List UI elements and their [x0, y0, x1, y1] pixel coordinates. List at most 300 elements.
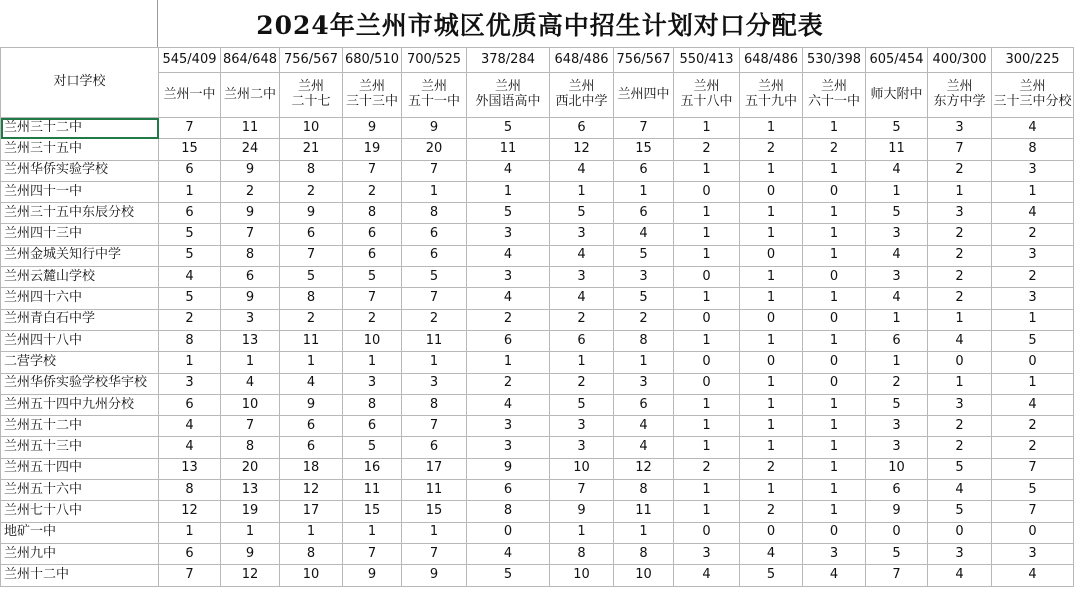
school-name-cell[interactable]: 二营学校	[1, 352, 159, 373]
quota-cell[interactable]: 5	[866, 203, 928, 224]
school-header-cell[interactable]	[467, 73, 550, 118]
quota-cell[interactable]: 10	[614, 565, 674, 586]
quota-cell[interactable]: 11	[402, 480, 467, 501]
quota-cell[interactable]: 4	[221, 373, 280, 394]
quota-cell[interactable]: 3	[992, 288, 1074, 309]
quota-cell[interactable]: 1	[803, 480, 866, 501]
quota-cell[interactable]: 1	[343, 522, 402, 543]
quota-cell[interactable]: 8	[280, 543, 343, 564]
quota-cell[interactable]: 4	[467, 394, 550, 415]
quota-cell[interactable]: 1	[159, 352, 221, 373]
quota-cell[interactable]: 1	[803, 118, 866, 139]
quota-cell[interactable]: 7	[159, 565, 221, 586]
quota-cell[interactable]: 8	[280, 288, 343, 309]
quota-cell[interactable]: 10	[550, 458, 614, 479]
school-name-cell[interactable]: 兰州七十八中	[1, 501, 159, 522]
school-name-cell[interactable]: 兰州三十二中	[1, 118, 159, 139]
quota-cell[interactable]: 1	[159, 522, 221, 543]
quota-cell[interactable]: 4	[614, 224, 674, 245]
quota-cell[interactable]: 1	[402, 181, 467, 202]
quota-cell[interactable]: 4	[467, 543, 550, 564]
quota-cell[interactable]: 1	[740, 373, 803, 394]
quota-cell[interactable]: 0	[740, 181, 803, 202]
quota-cell[interactable]: 2	[866, 373, 928, 394]
quota-cell[interactable]: 1	[803, 501, 866, 522]
score-header-cell[interactable]: 648/486	[740, 48, 803, 73]
quota-cell[interactable]: 2	[467, 309, 550, 330]
quota-cell[interactable]: 5	[343, 437, 402, 458]
quota-cell[interactable]: 0	[674, 373, 740, 394]
school-name-cell[interactable]: 兰州三十五中	[1, 139, 159, 160]
quota-cell[interactable]: 4	[467, 160, 550, 181]
quota-cell[interactable]: 6	[866, 480, 928, 501]
quota-cell[interactable]: 7	[221, 224, 280, 245]
quota-cell[interactable]: 1	[674, 118, 740, 139]
quota-cell[interactable]: 2	[343, 309, 402, 330]
quota-cell[interactable]: 1	[674, 416, 740, 437]
school-name-cell[interactable]: 兰州十二中	[1, 565, 159, 586]
quota-cell[interactable]: 1	[402, 352, 467, 373]
quota-cell[interactable]: 2	[221, 181, 280, 202]
quota-cell[interactable]: 2	[928, 416, 992, 437]
quota-cell[interactable]: 8	[402, 203, 467, 224]
quota-cell[interactable]: 16	[343, 458, 402, 479]
quota-cell[interactable]: 1	[992, 309, 1074, 330]
school-name-cell[interactable]: 地矿一中	[1, 522, 159, 543]
score-header-cell[interactable]: 300/225	[992, 48, 1074, 73]
quota-cell[interactable]: 1	[866, 181, 928, 202]
school-header-cell[interactable]	[928, 73, 992, 118]
quota-cell[interactable]: 1	[614, 352, 674, 373]
quota-cell[interactable]: 18	[280, 458, 343, 479]
quota-cell[interactable]: 4	[674, 565, 740, 586]
score-header-cell[interactable]: 550/413	[674, 48, 740, 73]
quota-cell[interactable]: 11	[343, 480, 402, 501]
quota-cell[interactable]: 9	[221, 160, 280, 181]
quota-cell[interactable]: 2	[740, 139, 803, 160]
school-header-cell[interactable]	[159, 73, 221, 118]
quota-cell[interactable]: 1	[803, 330, 866, 351]
quota-cell[interactable]: 9	[866, 501, 928, 522]
quota-cell[interactable]: 8	[343, 394, 402, 415]
quota-cell[interactable]: 1	[402, 522, 467, 543]
quota-cell[interactable]: 5	[740, 565, 803, 586]
quota-cell[interactable]: 0	[674, 181, 740, 202]
quota-cell[interactable]: 5	[614, 288, 674, 309]
quota-cell[interactable]: 5	[550, 394, 614, 415]
quota-cell[interactable]: 5	[550, 203, 614, 224]
quota-cell[interactable]: 1	[674, 394, 740, 415]
quota-cell[interactable]: 7	[343, 160, 402, 181]
quota-cell[interactable]: 15	[402, 501, 467, 522]
school-header-cell[interactable]	[992, 73, 1074, 118]
quota-cell[interactable]: 1	[803, 437, 866, 458]
quota-cell[interactable]: 2	[343, 181, 402, 202]
quota-cell[interactable]: 24	[221, 139, 280, 160]
quota-cell[interactable]: 2	[928, 437, 992, 458]
quota-cell[interactable]: 6	[402, 245, 467, 266]
quota-cell[interactable]: 8	[614, 330, 674, 351]
quota-cell[interactable]: 0	[740, 309, 803, 330]
quota-cell[interactable]: 13	[221, 480, 280, 501]
quota-cell[interactable]: 4	[614, 437, 674, 458]
quota-cell[interactable]: 1	[674, 160, 740, 181]
quota-cell[interactable]: 7	[343, 543, 402, 564]
quota-cell[interactable]: 4	[467, 288, 550, 309]
quota-cell[interactable]: 5	[866, 394, 928, 415]
quota-cell[interactable]: 6	[343, 224, 402, 245]
quota-cell[interactable]: 15	[159, 139, 221, 160]
quota-cell[interactable]: 5	[467, 565, 550, 586]
quota-cell[interactable]: 4	[740, 543, 803, 564]
quota-cell[interactable]: 7	[992, 501, 1074, 522]
quota-cell[interactable]: 4	[866, 160, 928, 181]
quota-cell[interactable]: 1	[928, 181, 992, 202]
quota-cell[interactable]: 1	[614, 522, 674, 543]
quota-cell[interactable]: 3	[992, 160, 1074, 181]
quota-cell[interactable]: 3	[674, 543, 740, 564]
quota-cell[interactable]: 1	[343, 352, 402, 373]
quota-cell[interactable]: 3	[550, 416, 614, 437]
quota-cell[interactable]: 0	[674, 522, 740, 543]
quota-cell[interactable]: 0	[674, 309, 740, 330]
quota-cell[interactable]: 5	[402, 267, 467, 288]
quota-cell[interactable]: 4	[159, 437, 221, 458]
school-header-cell[interactable]	[550, 73, 614, 118]
quota-cell[interactable]: 4	[992, 565, 1074, 586]
quota-cell[interactable]: 1	[674, 245, 740, 266]
quota-cell[interactable]: 8	[992, 139, 1074, 160]
quota-cell[interactable]: 4	[928, 330, 992, 351]
quota-cell[interactable]: 1	[674, 288, 740, 309]
quota-cell[interactable]: 1	[803, 224, 866, 245]
quota-cell[interactable]: 1	[674, 501, 740, 522]
quota-cell[interactable]: 10	[343, 330, 402, 351]
quota-cell[interactable]: 1	[674, 330, 740, 351]
score-header-cell[interactable]: 756/567	[614, 48, 674, 73]
school-name-cell[interactable]: 兰州云麓山学校	[1, 267, 159, 288]
quota-cell[interactable]: 20	[402, 139, 467, 160]
quota-cell[interactable]: 1	[803, 288, 866, 309]
quota-cell[interactable]: 10	[550, 565, 614, 586]
quota-cell[interactable]: 4	[866, 288, 928, 309]
quota-cell[interactable]: 7	[402, 416, 467, 437]
school-header-cell[interactable]	[614, 73, 674, 118]
school-header-cell[interactable]	[402, 73, 467, 118]
quota-cell[interactable]: 10	[221, 394, 280, 415]
quota-cell[interactable]: 1	[740, 394, 803, 415]
quota-cell[interactable]: 3	[467, 267, 550, 288]
quota-cell[interactable]: 11	[280, 330, 343, 351]
quota-cell[interactable]: 1	[740, 480, 803, 501]
quota-cell[interactable]: 11	[467, 139, 550, 160]
quota-cell[interactable]: 0	[928, 522, 992, 543]
quota-cell[interactable]: 3	[992, 543, 1074, 564]
score-header-cell[interactable]: 864/648	[221, 48, 280, 73]
quota-cell[interactable]: 2	[992, 267, 1074, 288]
quota-cell[interactable]: 5	[992, 330, 1074, 351]
quota-cell[interactable]: 2	[550, 309, 614, 330]
quota-cell[interactable]: 1	[928, 373, 992, 394]
quota-cell[interactable]: 1	[740, 288, 803, 309]
quota-cell[interactable]: 2	[803, 139, 866, 160]
quota-cell[interactable]: 5	[866, 543, 928, 564]
quota-cell[interactable]: 1	[280, 522, 343, 543]
score-header-cell[interactable]: 378/284	[467, 48, 550, 73]
quota-cell[interactable]: 12	[550, 139, 614, 160]
quota-cell[interactable]: 3	[928, 394, 992, 415]
quota-cell[interactable]: 9	[221, 288, 280, 309]
quota-cell[interactable]: 9	[467, 458, 550, 479]
quota-cell[interactable]: 6	[221, 267, 280, 288]
quota-cell[interactable]: 1	[467, 181, 550, 202]
quota-cell[interactable]: 1	[803, 160, 866, 181]
quota-cell[interactable]: 4	[280, 373, 343, 394]
quota-cell[interactable]: 10	[866, 458, 928, 479]
quota-cell[interactable]: 3	[614, 373, 674, 394]
quota-cell[interactable]: 3	[550, 267, 614, 288]
quota-cell[interactable]: 21	[280, 139, 343, 160]
quota-cell[interactable]: 3	[803, 543, 866, 564]
quota-cell[interactable]: 1	[992, 373, 1074, 394]
quota-cell[interactable]: 8	[221, 245, 280, 266]
quota-cell[interactable]: 2	[928, 160, 992, 181]
quota-cell[interactable]: 8	[467, 501, 550, 522]
quota-cell[interactable]: 6	[280, 224, 343, 245]
quota-cell[interactable]: 19	[221, 501, 280, 522]
quota-cell[interactable]: 4	[614, 416, 674, 437]
quota-cell[interactable]: 9	[343, 565, 402, 586]
quota-cell[interactable]: 5	[992, 480, 1074, 501]
quota-cell[interactable]: 6	[343, 416, 402, 437]
quota-cell[interactable]: 0	[740, 352, 803, 373]
school-name-cell[interactable]: 兰州四十六中	[1, 288, 159, 309]
quota-cell[interactable]: 12	[280, 480, 343, 501]
quota-cell[interactable]: 4	[928, 480, 992, 501]
quota-cell[interactable]: 8	[221, 437, 280, 458]
school-header-cell[interactable]	[866, 73, 928, 118]
quota-cell[interactable]: 2	[928, 224, 992, 245]
school-name-cell[interactable]: 兰州四十一中	[1, 181, 159, 202]
school-header-cell[interactable]	[740, 73, 803, 118]
quota-cell[interactable]: 7	[402, 288, 467, 309]
quota-cell[interactable]: 8	[402, 394, 467, 415]
quota-cell[interactable]: 1	[550, 181, 614, 202]
quota-cell[interactable]: 2	[992, 437, 1074, 458]
quota-cell[interactable]: 1	[866, 352, 928, 373]
score-header-cell[interactable]: 400/300	[928, 48, 992, 73]
quota-cell[interactable]: 3	[550, 224, 614, 245]
quota-cell[interactable]: 8	[159, 330, 221, 351]
quota-cell[interactable]: 6	[550, 118, 614, 139]
quota-cell[interactable]: 9	[221, 543, 280, 564]
quota-cell[interactable]: 1	[740, 160, 803, 181]
quota-cell[interactable]: 6	[280, 437, 343, 458]
quota-cell[interactable]: 6	[467, 330, 550, 351]
quota-cell[interactable]: 5	[928, 458, 992, 479]
quota-cell[interactable]: 7	[343, 288, 402, 309]
quota-cell[interactable]: 6	[159, 203, 221, 224]
quota-cell[interactable]: 6	[280, 416, 343, 437]
quota-cell[interactable]: 7	[280, 245, 343, 266]
quota-cell[interactable]: 9	[402, 565, 467, 586]
quota-cell[interactable]: 2	[992, 224, 1074, 245]
quota-cell[interactable]: 2	[280, 181, 343, 202]
quota-cell[interactable]: 4	[992, 118, 1074, 139]
quota-cell[interactable]: 2	[614, 309, 674, 330]
quota-cell[interactable]: 6	[614, 203, 674, 224]
quota-cell[interactable]: 4	[550, 245, 614, 266]
quota-cell[interactable]: 11	[221, 118, 280, 139]
quota-cell[interactable]: 5	[159, 245, 221, 266]
quota-cell[interactable]: 0	[467, 522, 550, 543]
quota-cell[interactable]: 1	[614, 181, 674, 202]
quota-cell[interactable]: 20	[221, 458, 280, 479]
school-name-cell[interactable]: 兰州五十四中	[1, 458, 159, 479]
quota-cell[interactable]: 9	[280, 394, 343, 415]
quota-cell[interactable]: 9	[280, 203, 343, 224]
quota-cell[interactable]: 4	[992, 394, 1074, 415]
quota-cell[interactable]: 1	[550, 522, 614, 543]
quota-cell[interactable]: 11	[614, 501, 674, 522]
quota-cell[interactable]: 4	[866, 245, 928, 266]
school-name-cell[interactable]: 兰州四十八中	[1, 330, 159, 351]
quota-cell[interactable]: 3	[467, 224, 550, 245]
quota-cell[interactable]: 0	[803, 522, 866, 543]
score-header-cell[interactable]: 756/567	[280, 48, 343, 73]
quota-cell[interactable]: 2	[550, 373, 614, 394]
school-name-cell[interactable]: 兰州青白石中学	[1, 309, 159, 330]
quota-cell[interactable]: 1	[928, 309, 992, 330]
quota-cell[interactable]: 3	[866, 437, 928, 458]
school-header-cell[interactable]	[803, 73, 866, 118]
quota-cell[interactable]: 1	[221, 352, 280, 373]
quota-cell[interactable]: 12	[221, 565, 280, 586]
school-name-cell[interactable]: 兰州金城关知行中学	[1, 245, 159, 266]
school-name-cell[interactable]: 兰州九中	[1, 543, 159, 564]
score-header-cell[interactable]: 680/510	[343, 48, 402, 73]
quota-cell[interactable]: 1	[280, 352, 343, 373]
quota-cell[interactable]: 1	[221, 522, 280, 543]
quota-cell[interactable]: 3	[550, 437, 614, 458]
quota-cell[interactable]: 0	[740, 522, 803, 543]
quota-cell[interactable]: 7	[992, 458, 1074, 479]
quota-cell[interactable]: 0	[866, 522, 928, 543]
quota-cell[interactable]: 1	[674, 480, 740, 501]
quota-cell[interactable]: 6	[614, 394, 674, 415]
school-name-cell[interactable]: 兰州五十四中九州分校	[1, 394, 159, 415]
school-name-cell[interactable]: 兰州三十五中东辰分校	[1, 203, 159, 224]
quota-cell[interactable]: 6	[550, 330, 614, 351]
quota-cell[interactable]: 6	[159, 394, 221, 415]
school-name-cell[interactable]: 兰州五十三中	[1, 437, 159, 458]
quota-cell[interactable]: 2	[280, 309, 343, 330]
score-header-cell[interactable]: 700/525	[402, 48, 467, 73]
quota-cell[interactable]: 0	[803, 373, 866, 394]
quota-cell[interactable]: 12	[159, 501, 221, 522]
quota-cell[interactable]: 1	[674, 203, 740, 224]
quota-cell[interactable]: 0	[803, 181, 866, 202]
quota-cell[interactable]: 8	[614, 480, 674, 501]
school-header-cell[interactable]	[674, 73, 740, 118]
school-header-cell[interactable]	[343, 73, 402, 118]
quota-cell[interactable]: 8	[343, 203, 402, 224]
quota-cell[interactable]: 17	[402, 458, 467, 479]
quota-cell[interactable]: 5	[467, 118, 550, 139]
quota-cell[interactable]: 4	[550, 288, 614, 309]
quota-cell[interactable]: 0	[674, 352, 740, 373]
score-header-cell[interactable]: 545/409	[159, 48, 221, 73]
quota-cell[interactable]: 4	[467, 245, 550, 266]
quota-cell[interactable]: 5	[928, 501, 992, 522]
quota-cell[interactable]: 13	[159, 458, 221, 479]
quota-cell[interactable]: 2	[928, 288, 992, 309]
quota-cell[interactable]: 1	[740, 330, 803, 351]
quota-cell[interactable]: 9	[402, 118, 467, 139]
quota-cell[interactable]: 5	[614, 245, 674, 266]
quota-cell[interactable]: 1	[674, 437, 740, 458]
quota-cell[interactable]: 1	[740, 416, 803, 437]
quota-cell[interactable]: 1	[467, 352, 550, 373]
quota-cell[interactable]: 11	[866, 139, 928, 160]
quota-cell[interactable]: 5	[159, 224, 221, 245]
school-name-cell[interactable]: 兰州华侨实验学校	[1, 160, 159, 181]
quota-cell[interactable]: 4	[159, 267, 221, 288]
quota-cell[interactable]: 0	[803, 309, 866, 330]
quota-cell[interactable]: 7	[614, 118, 674, 139]
quota-cell[interactable]: 1	[803, 394, 866, 415]
quota-cell[interactable]: 1	[740, 224, 803, 245]
school-name-cell[interactable]: 兰州五十二中	[1, 416, 159, 437]
quota-cell[interactable]: 8	[280, 160, 343, 181]
quota-cell[interactable]: 3	[928, 203, 992, 224]
quota-cell[interactable]: 6	[402, 437, 467, 458]
score-header-cell[interactable]: 648/486	[550, 48, 614, 73]
quota-cell[interactable]: 1	[159, 181, 221, 202]
score-header-cell[interactable]: 530/398	[803, 48, 866, 73]
quota-cell[interactable]: 3	[467, 416, 550, 437]
quota-cell[interactable]: 4	[803, 565, 866, 586]
quota-cell[interactable]: 1	[674, 224, 740, 245]
quota-cell[interactable]: 0	[740, 245, 803, 266]
quota-cell[interactable]: 4	[550, 160, 614, 181]
quota-cell[interactable]: 7	[402, 160, 467, 181]
quota-cell[interactable]: 2	[928, 267, 992, 288]
score-header-cell[interactable]: 605/454	[866, 48, 928, 73]
quota-cell[interactable]: 3	[467, 437, 550, 458]
quota-cell[interactable]: 2	[992, 416, 1074, 437]
quota-cell[interactable]: 7	[402, 543, 467, 564]
quota-cell[interactable]: 2	[159, 309, 221, 330]
quota-cell[interactable]: 3	[928, 543, 992, 564]
quota-cell[interactable]: 1	[550, 352, 614, 373]
quota-cell[interactable]: 4	[992, 203, 1074, 224]
quota-cell[interactable]: 0	[928, 352, 992, 373]
quota-cell[interactable]: 2	[740, 501, 803, 522]
quota-cell[interactable]: 9	[550, 501, 614, 522]
quota-cell[interactable]: 6	[159, 543, 221, 564]
quota-cell[interactable]: 3	[402, 373, 467, 394]
quota-cell[interactable]: 1	[740, 203, 803, 224]
quota-cell[interactable]: 1	[803, 416, 866, 437]
school-header-cell[interactable]	[221, 73, 280, 118]
quota-cell[interactable]: 9	[343, 118, 402, 139]
quota-cell[interactable]: 10	[280, 118, 343, 139]
quota-cell[interactable]: 17	[280, 501, 343, 522]
quota-cell[interactable]: 6	[614, 160, 674, 181]
quota-cell[interactable]: 1	[740, 437, 803, 458]
quota-cell[interactable]: 2	[467, 373, 550, 394]
